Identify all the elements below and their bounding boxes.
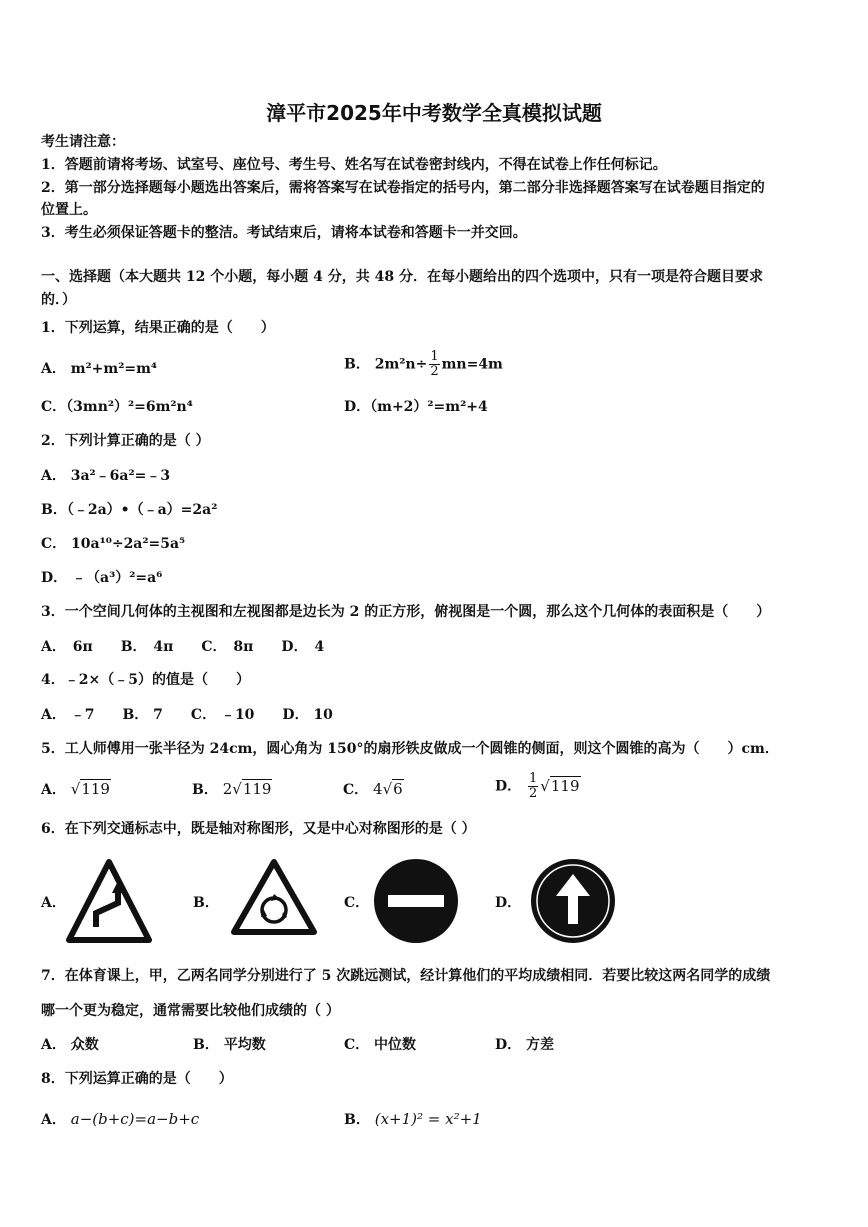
q7-option-b: B． 平均数 [193,1037,266,1053]
q7-option-d: D． 方差 [495,1037,555,1053]
sign-straight-ahead-icon [530,858,616,944]
page-title: 漳平市2025年中考数学全真模拟试题 [266,101,602,125]
question-6-stem: 6．在下列交通标志中，既是轴对称图形，又是中心对称图形的是（ ） [41,821,476,837]
question-7-stem-cont: 哪一个更为稳定，通常需要比较他们成绩的（ ） [41,1003,340,1019]
q1-option-d: D．（m+2）²=m²+4 [344,399,488,415]
notice-item: 3．考生必须保证答题卡的整洁。考试结束后，请将本试卷和答题卡一并交回。 [41,225,527,241]
q2-option-b: B．（﹣2a）•（﹣a）=2a² [41,502,218,518]
q5-b-label: B． [192,782,218,798]
q3-options: A． 6π B． 4π C． 8π D． 4 [41,639,325,655]
fraction-denominator: 2 [430,364,439,379]
q2-option-d: D． ﹣（a³）²=a⁶ [41,570,163,586]
square-root: √119 [70,780,110,798]
fraction [429,350,439,379]
question-2-stem: 2．下列计算正确的是（ ） [41,433,210,449]
sign-no-entry-icon [373,858,459,944]
radicand: 6 [393,780,403,798]
q1-option-b [344,350,503,379]
section-heading: 一、选择题（本大题共 12 个小题，每小题 4 分，共 48 分．在每小题给出的四个选项中，只有一项是符合题目要求 [41,269,763,285]
question-8-stem: 8．下列运算正确的是（ ） [41,1071,233,1087]
q2-option-c: C． 10a¹⁰÷2a²=5a⁵ [41,536,186,552]
notice-item: 2．第一部分选择题每小题选出答案后，需将答案写在试卷指定的括号内，第二部分非选择题答案写在试卷题目指定的 [41,180,765,196]
q5-option-c [343,780,404,799]
question-5-stem: 5．工人师傅用一张半径为 24cm，圆心角为 150°的扇形铁皮做成一个圆锥的侧面，则这个圆锥的高为（ ）cm． [41,741,779,757]
sign-roundabout-icon [231,859,317,935]
q5-d-label: D． [495,778,522,795]
fraction-denominator: 2 [529,786,538,801]
question-3-stem: 3．一个空间几何体的主视图和左视图都是边长为 2 的正方形，俯视图是一个圆，那么这个几何体的表面积是（ ） [41,604,771,620]
fraction-numerator: 1 [529,771,538,786]
q5-a-label: A． [41,782,66,798]
q2-option-a: A． 3a²﹣6a²=﹣3 [41,468,171,484]
fraction-numerator: 1 [430,349,439,364]
q1-option-c: C．（3mn²）²=6m²n⁴ [41,399,193,415]
question-7-stem: 7．在体育课上，甲，乙两名同学分别进行了 5 次跳远测试，经计算他们的平均成绩相同．若要比较这两名同学的成绩 [41,968,771,984]
notice-heading: 考生请注意： [41,134,125,150]
fraction [528,772,538,801]
q8-a-label: A． [41,1112,66,1128]
notice-item: 位置上。 [41,202,97,218]
q5-c-label: C． [343,782,369,798]
radicand: 119 [550,776,580,795]
q7-option-c: C． 中位数 [344,1037,417,1053]
q8-option-a [41,1110,199,1129]
q5-option-d [495,772,581,801]
coefficient: 4 [373,780,383,798]
question-4-stem: 4．﹣2×（﹣5）的值是（ ） [41,672,250,688]
q6-label-b: B． [193,895,219,911]
section-heading-cont: 的．） [41,292,76,308]
q1-b-prefix: B． 2m²n÷ [344,356,428,373]
q5-option-a [41,780,111,799]
question-1-stem: 1．下列运算，结果正确的是（ ） [41,320,275,336]
q8-b-label: B． [344,1112,370,1128]
q7-option-a: A． 众数 [41,1037,99,1053]
radicand: 119 [242,780,272,798]
q6-label-a: A． [41,895,66,911]
square-root: √119 [540,776,580,795]
sign-zigzag-road-icon [66,859,152,943]
square-root: √6 [382,780,403,798]
radicand: 119 [81,780,110,798]
q1-b-suffix: mn=4m [441,356,503,373]
q8-option-b [344,1110,482,1129]
q6-label-d: D． [495,895,522,911]
math-expression: (x+1)² = x²+1 [374,1110,482,1128]
q5-option-b [192,780,272,799]
square-root: √119 [232,780,272,798]
q6-label-c: C． [344,895,370,911]
q4-options: A． ﹣7 B． 7 C． ﹣10 D． 10 [41,707,333,723]
q1-option-a: A． m²+m²=m⁴ [41,361,158,377]
coefficient: 2 [222,780,233,798]
notice-item: 1．答题前请将考场、试室号、座位号、考生号、姓名写在试卷密封线内，不得在试卷上作任何标记。 [41,157,667,173]
math-expression: a−(b+c)=a−b+c [70,1110,200,1128]
